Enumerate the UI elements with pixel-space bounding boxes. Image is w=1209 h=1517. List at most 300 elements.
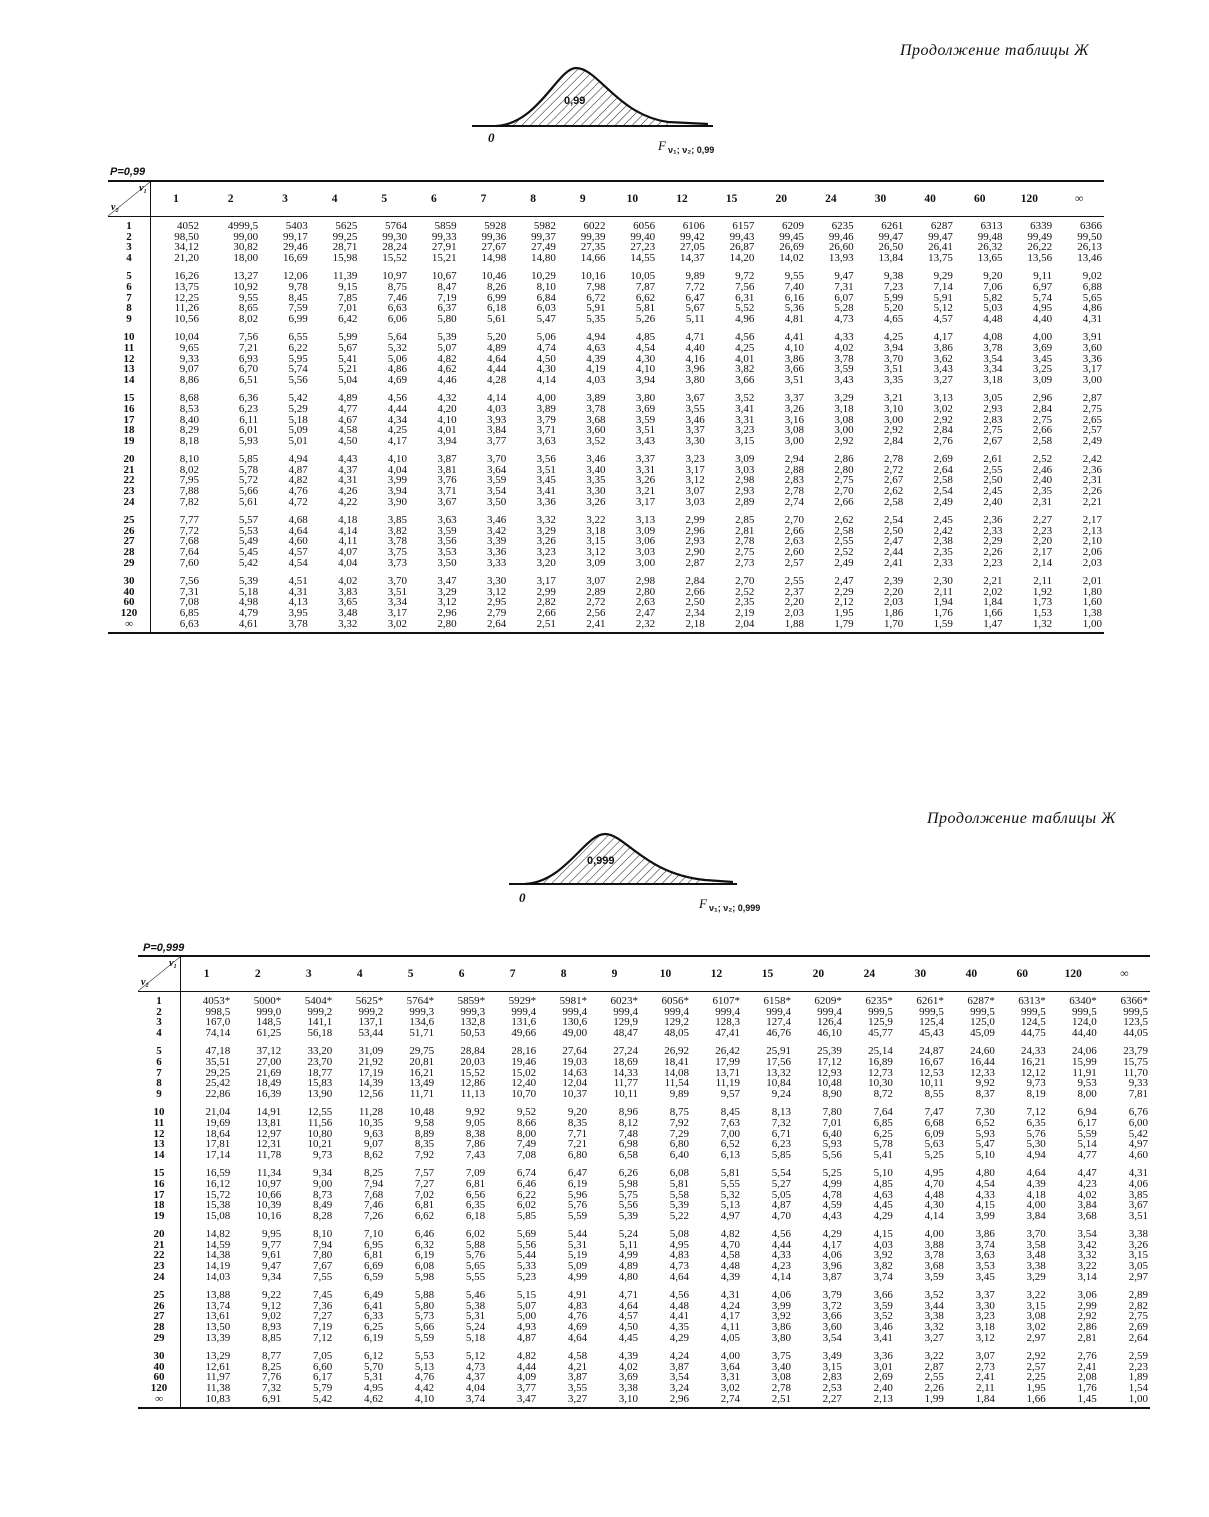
row-header-v2: 29 (108, 558, 151, 569)
table-cell: 8,96 (618, 1106, 639, 1119)
table-cell: 51,71 (409, 1026, 435, 1039)
table-cell: 5,53 (238, 524, 259, 537)
table-cell: 3,92 (873, 1249, 893, 1262)
table-cell: 2,51 (508, 619, 558, 634)
table-row (108, 253, 1104, 264)
table-cell: 2,36 (983, 514, 1003, 527)
table-cell: 3,36 (487, 546, 507, 559)
table-cell: 99,45 (779, 230, 804, 243)
table-cell: 3,55 (685, 402, 705, 415)
table-cell: 28,24 (382, 241, 407, 254)
column-header-v1: 4 (310, 181, 360, 217)
table-row (138, 1139, 1150, 1150)
table-cell: 5,12 (933, 302, 953, 315)
table-cell: 3,39 (487, 535, 507, 548)
table-cell: 6,55 (288, 331, 308, 344)
table-cell: 4,48 (669, 1299, 689, 1312)
table-cell: 4,30 (924, 1199, 944, 1212)
table-cell: 5,45 (238, 546, 259, 559)
table-cell: 44,40 (1072, 1026, 1097, 1039)
table-cell: 99,46 (828, 230, 854, 243)
table-cell: 10,11 (919, 1077, 944, 1090)
table-cell: 5,59 (1077, 1127, 1097, 1140)
table-cell: 4,63 (873, 1188, 893, 1201)
table-cell: 8,85 (262, 1331, 282, 1344)
table-cell: 6,47 (567, 1167, 588, 1180)
table-cell: 6,03 (536, 302, 556, 315)
table-cell: 5,53 (414, 1350, 435, 1363)
table-cell: 6235* (865, 995, 893, 1007)
table-cell: 6,52 (975, 1116, 995, 1129)
table-cell: 4,39 (586, 352, 606, 365)
table-section-p099 (0, 0, 1209, 740)
table-cell: 46,10 (817, 1026, 842, 1039)
table-cell: 3,37 (784, 392, 804, 405)
table-cell: 3,36 (1082, 352, 1102, 365)
table-cell: 5,57 (238, 514, 259, 527)
table-cell: 5,39 (437, 331, 457, 344)
table-cell: 4,95 (669, 1238, 689, 1251)
table-cell: 3,27 (933, 373, 953, 386)
table-cell: 3,47 (437, 575, 457, 588)
table-cell: 2,17 (1082, 514, 1102, 527)
table-cell: 2,66 (1032, 424, 1053, 437)
table-cell: 5,03 (983, 302, 1003, 315)
table-cell: 2,74 (691, 1394, 742, 1409)
table-cell: 30,82 (233, 241, 259, 254)
table-cell: 2,73 (735, 556, 755, 569)
table-cell: 3,18 (983, 373, 1003, 386)
table-cell: 3,49 (822, 1350, 842, 1363)
column-header-v1: 8 (508, 181, 558, 217)
table-row (138, 1272, 1150, 1283)
table-cell: 2,40 (873, 1382, 893, 1394)
table-cell: 5,12 (465, 1350, 486, 1363)
table-cell: 4,31 (1128, 1167, 1148, 1180)
table-cell: 2,63 (635, 596, 656, 609)
table-cell: 167,0 (205, 1016, 231, 1029)
table-cell: 3,14 (1077, 1270, 1097, 1283)
table-cell: 4,17 (387, 434, 407, 447)
table-cell: 4,80 (975, 1167, 995, 1180)
v2-label: ν₂ (141, 977, 149, 989)
table-cell: 129,9 (613, 1016, 639, 1029)
table-cell: 3,15 (822, 1360, 842, 1373)
table-cell: 11,38 (205, 1382, 231, 1394)
table-cell: 6,22 (288, 341, 308, 354)
table-row (138, 1282, 1150, 1301)
table-cell: 2,40 (983, 495, 1003, 508)
table-cell: 3,83 (338, 585, 358, 598)
table-row (108, 324, 1104, 343)
row-header-v2: 20 (138, 1221, 181, 1240)
table-cell: 3,45 (1032, 352, 1053, 365)
table-cell: 3,30 (487, 575, 507, 588)
table-cell: 2,96 (640, 1394, 691, 1409)
table-cell: 6,09 (924, 1127, 944, 1140)
table-cell: 2,92 (884, 424, 904, 437)
table-cell: 4,31 (338, 474, 358, 487)
table-cell: 5,36 (784, 302, 804, 315)
table-cell: 6287 (930, 220, 953, 232)
column-header-v1: 12 (657, 181, 707, 217)
table-cell: 4,07 (338, 546, 358, 559)
table-cell: 3,54 (983, 352, 1003, 365)
table-cell: 5,80 (437, 312, 457, 325)
table-cell: 1,76 (933, 607, 953, 619)
table-cell: 3,76 (437, 474, 457, 487)
table-cell: 27,49 (531, 241, 556, 254)
table-cell: 12,56 (358, 1087, 384, 1100)
row-header-v2: 14 (138, 1150, 181, 1161)
table-cell: 61,25 (256, 1026, 282, 1039)
table-cell: 3,26 (586, 495, 606, 508)
table-cell: 18,49 (256, 1077, 282, 1090)
table-cell: 2,29 (834, 585, 854, 598)
table-cell: 6056* (661, 995, 689, 1007)
table-cell: 5,91 (586, 302, 606, 315)
table-cell: 2,58 (933, 474, 953, 487)
table-cell: 2,61 (983, 453, 1003, 466)
table-cell: 6022 (583, 220, 606, 232)
table-cell: 6339 (1030, 220, 1053, 232)
table-cell: 8,93 (262, 1321, 282, 1334)
table-cell: 9,00 (312, 1177, 333, 1190)
table-cell: 10,97 (382, 270, 407, 283)
table-cell: 3,63 (536, 434, 556, 447)
table-cell: 2,57 (1026, 1360, 1046, 1373)
table-cell: 16,21 (409, 1066, 435, 1079)
table-cell: 4,99 (567, 1270, 588, 1283)
table-cell: 2,75 (1082, 402, 1102, 415)
table-cell: 5,95 (288, 352, 308, 365)
table-cell: 5,70 (363, 1360, 384, 1373)
table-cell: 4,29 (822, 1228, 842, 1241)
table-cell: 11,39 (333, 270, 358, 283)
table-cell: 2,82 (1128, 1299, 1148, 1312)
table-cell: 2,67 (884, 474, 904, 487)
row-header-v2: 2 (108, 232, 151, 243)
table-cell: 5,31 (465, 1310, 486, 1323)
table-row (138, 1301, 1150, 1312)
table-cell: 5,20 (884, 302, 904, 315)
table-cell: 4,80 (618, 1270, 639, 1283)
table-cell: 4,81 (784, 312, 804, 325)
table-cell: 7,48 (618, 1127, 639, 1140)
table-cell: 2,50 (685, 596, 705, 609)
table-cell: 3,45 (975, 1270, 995, 1283)
table-cell: 13,29 (205, 1350, 231, 1363)
table-cell: 5,42 (288, 392, 308, 405)
column-header-v1: 20 (793, 956, 844, 992)
table-row (138, 1129, 1150, 1140)
table-cell: 2,54 (933, 485, 953, 498)
table-cell: 5,55 (465, 1270, 486, 1283)
table-cell: 5,79 (312, 1382, 333, 1394)
table-cell: 5,81 (635, 302, 656, 315)
table-cell: 5,47 (975, 1138, 995, 1151)
table-cell: 999,5 (1123, 1005, 1148, 1018)
table-cell: 2,97 (1026, 1331, 1046, 1344)
table-cell: 2,75 (983, 424, 1003, 437)
table-cell: 1,73 (1032, 596, 1053, 609)
table-cell: 5000* (253, 995, 282, 1007)
table-cell: 7,32 (771, 1116, 791, 1129)
table-cell: 126,4 (817, 1016, 842, 1029)
table-cell: 6,70 (238, 363, 259, 376)
table-cell: 3,29 (437, 585, 457, 598)
row-header-v2: 25 (138, 1282, 181, 1301)
table-cell: 20,81 (409, 1055, 435, 1068)
table-cell: 3,78 (924, 1249, 944, 1262)
table-cell: 4,33 (834, 331, 854, 344)
table-cell: 1,76 (1077, 1382, 1097, 1394)
table-cell: 3,82 (873, 1260, 893, 1273)
table-row (138, 1372, 1150, 1383)
column-header-v1: 7 (459, 181, 509, 217)
column-header-v1: 30 (856, 181, 906, 217)
table-cell: 5764* (406, 995, 435, 1007)
table-cell: 99,47 (878, 230, 904, 243)
table-body (108, 217, 1104, 634)
table-cell: 6,19 (414, 1249, 435, 1262)
table-cell: 4,21 (567, 1360, 588, 1373)
table-cell: 4,14 (338, 524, 358, 537)
table-cell: 3,60 (1082, 341, 1102, 354)
table-cell: 12,06 (283, 270, 308, 283)
table-cell: 3,59 (873, 1299, 893, 1312)
table-cell: 5,31 (363, 1371, 384, 1384)
table-cell: 2,49 (933, 495, 953, 508)
table-cell: 6,00 (1128, 1116, 1148, 1129)
table-cell: 2,23 (1128, 1360, 1148, 1373)
table-cell: 7,29 (669, 1127, 689, 1140)
table-cell: 5,10 (975, 1148, 995, 1161)
table-cell: 4,18 (1026, 1188, 1046, 1201)
table-cell: 27,91 (431, 241, 457, 254)
table-cell: 4,44 (771, 1238, 791, 1251)
table-cell: 3,42 (487, 524, 507, 537)
table-cell: 6,91 (232, 1394, 283, 1409)
table-cell: 45,43 (919, 1026, 944, 1039)
table-cell: 3,82 (387, 524, 407, 537)
table-cell: 6313* (1018, 995, 1046, 1007)
curve-zero-label: 0 (488, 130, 495, 145)
table-cell: 5,22 (669, 1209, 689, 1222)
table-cell: 3,59 (834, 363, 854, 376)
table-cell: 12,55 (307, 1106, 333, 1119)
table-cell: 3,18 (834, 402, 854, 415)
table-cell: 8,13 (771, 1106, 791, 1119)
table-cell: 5,88 (465, 1238, 486, 1251)
table-cell: 3,70 (487, 453, 507, 466)
table-cell: 4,30 (635, 352, 656, 365)
table-cell: 3,80 (771, 1331, 791, 1344)
table-cell: 20,03 (460, 1055, 486, 1068)
table-cell: 46,76 (766, 1026, 791, 1039)
row-header-v2: 26 (138, 1301, 181, 1312)
table-cell: 7,14 (933, 280, 953, 293)
table-cell: 13,71 (715, 1066, 740, 1079)
table-cell: 6340* (1069, 995, 1097, 1007)
table-cell: 27,23 (630, 241, 656, 254)
table-row (108, 385, 1104, 404)
table-cell: 26,50 (878, 241, 904, 254)
table-cell: 2,90 (685, 546, 705, 559)
table-cell: 3,99 (975, 1209, 995, 1222)
table-cell: 99,33 (431, 230, 457, 243)
table-cell: 2,81 (1077, 1331, 1097, 1344)
table-cell: 8,53 (179, 402, 199, 415)
table-cell: 999,4 (511, 1005, 537, 1018)
table-cell: 14,38 (205, 1249, 231, 1262)
table-cell: 4,18 (338, 514, 358, 527)
table-cell: 7,71 (567, 1127, 588, 1140)
table-cell: 6,80 (669, 1138, 689, 1151)
table-cell: 3,74 (873, 1270, 893, 1283)
table-cell: 17,19 (358, 1066, 384, 1079)
table-cell: 2,78 (771, 1382, 791, 1394)
table-cell: 74,14 (205, 1026, 231, 1039)
table-cell: 2,69 (873, 1371, 893, 1384)
table-cell: 17,56 (766, 1055, 791, 1068)
table-cell: 10,04 (174, 331, 199, 344)
table-cell: 5,56 (288, 373, 308, 386)
column-header-v1: 15 (742, 956, 793, 992)
table-cell: 2,75 (735, 546, 755, 559)
table-cell: 2,13 (1082, 524, 1102, 537)
table-cell: 6,25 (873, 1127, 893, 1140)
table-cell: 4,39 (1026, 1177, 1046, 1190)
table-cell: 1,32 (1005, 619, 1055, 634)
table-cell: 5,18 (288, 413, 308, 426)
table-cell: 22,86 (205, 1087, 231, 1100)
table-cell: 4,15 (873, 1228, 893, 1241)
table-cell: 3,64 (487, 463, 507, 476)
table-cell: 5,75 (618, 1188, 639, 1201)
table-cell: 4,89 (618, 1260, 639, 1273)
table-cell: 2,53 (822, 1382, 842, 1394)
table-cell: 2,99 (685, 514, 705, 527)
table-cell: 4,32 (437, 392, 457, 405)
table-cell: 21,04 (205, 1106, 231, 1119)
table-cell: 3,86 (933, 341, 953, 354)
table-cell: 2,10 (1082, 535, 1102, 548)
row-header-v2: 16 (138, 1179, 181, 1190)
row-header-v2: 22 (138, 1250, 181, 1261)
table-cell: 4,41 (784, 331, 804, 344)
table-cell: 99,43 (729, 230, 755, 243)
table-cell: 3,51 (635, 424, 656, 437)
column-header-v1: 24 (844, 956, 895, 992)
table-cell: 3,79 (536, 413, 556, 426)
table-cell: 3,40 (771, 1360, 791, 1373)
table-cell: 5,01 (288, 434, 308, 447)
table-cell: 3,93 (487, 413, 507, 426)
table-cell: 10,66 (256, 1188, 282, 1201)
table-cell: 5,69 (516, 1228, 537, 1241)
table-cell: 3,17 (635, 495, 656, 508)
table-cell: 1,99 (895, 1394, 946, 1409)
table-cell: 7,05 (312, 1350, 333, 1363)
table-cell: 3,41 (536, 485, 556, 498)
table-cell: 5403 (285, 220, 308, 232)
table-cell: 4,56 (387, 392, 407, 405)
table-cell: 3,22 (1026, 1289, 1046, 1302)
row-header-v2: 60 (138, 1372, 181, 1383)
table-cell: 6,99 (487, 291, 507, 304)
table-cell: 2,96 (1032, 392, 1053, 405)
table-cell: 9,12 (262, 1299, 282, 1312)
table-cell: 13,39 (205, 1331, 231, 1344)
table-cell: 3,51 (884, 363, 904, 376)
column-header-v1: 20 (756, 181, 806, 217)
table-row (138, 1322, 1150, 1333)
table-cell: 5,29 (288, 402, 308, 415)
table-row (108, 263, 1104, 282)
table-cell: 6,42 (338, 312, 358, 325)
table-cell: 5,38 (465, 1299, 486, 1312)
table-cell: 4,57 (933, 312, 953, 325)
table-cell: 10,84 (766, 1077, 791, 1090)
table-cell: 4,48 (924, 1188, 944, 1201)
table-cell: 2,11 (1033, 575, 1053, 588)
table-cell: 3,53 (437, 546, 457, 559)
table-cell: 5,54 (771, 1167, 791, 1180)
row-header-v2: 120 (138, 1383, 181, 1394)
table-cell: 123,5 (1123, 1016, 1148, 1029)
table-cell: 999,5 (1021, 1005, 1046, 1018)
table-cell: 3,51 (387, 585, 407, 598)
table-cell: 7,81 (1128, 1087, 1148, 1100)
table-cell: 3,41 (873, 1331, 893, 1344)
table-cell: 3,07 (685, 485, 705, 498)
table-cell: 4,82 (720, 1228, 740, 1241)
table-cell: 999,4 (817, 1005, 842, 1018)
table-cell: 1,00 (1099, 1394, 1150, 1409)
table-cell: 8,28 (312, 1209, 333, 1222)
table-cell: 6106 (682, 220, 705, 232)
table-cell: 27,24 (613, 1045, 639, 1058)
table-row (108, 507, 1104, 526)
table-cell: 4,71 (685, 331, 705, 344)
table-cell: 4,29 (669, 1331, 689, 1344)
table-cell: 4,10 (385, 1394, 436, 1409)
table-cell: 2,75 (834, 474, 854, 487)
table-cell: 2,89 (1128, 1289, 1148, 1302)
table-cell: 3,74 (975, 1238, 995, 1251)
table-cell: 9,61 (262, 1249, 282, 1262)
table-cell: 6,63 (387, 302, 407, 315)
table-cell: 14,33 (613, 1066, 639, 1079)
table-cell: 2,33 (983, 524, 1003, 537)
table-cell: 9,78 (288, 280, 308, 293)
table-cell: 3,02 (359, 619, 409, 634)
table-cell: 2,99 (1077, 1299, 1097, 1312)
table-cell: 4,02 (618, 1360, 639, 1373)
table-cell: 5,67 (685, 302, 705, 315)
table-cell: 3,86 (975, 1228, 995, 1241)
table-cell: 7,32 (262, 1382, 282, 1394)
table-cell: 15,02 (511, 1066, 537, 1079)
table-cell: 3,12 (685, 474, 705, 487)
table-cell: 2,87 (685, 556, 705, 569)
table-cell: 4,03 (586, 373, 606, 386)
table-cell: 9,20 (983, 270, 1003, 283)
table-cell: 2,76 (933, 434, 953, 447)
table-cell: 3,15 (1128, 1249, 1148, 1262)
table-cell: 3,29 (834, 392, 854, 405)
